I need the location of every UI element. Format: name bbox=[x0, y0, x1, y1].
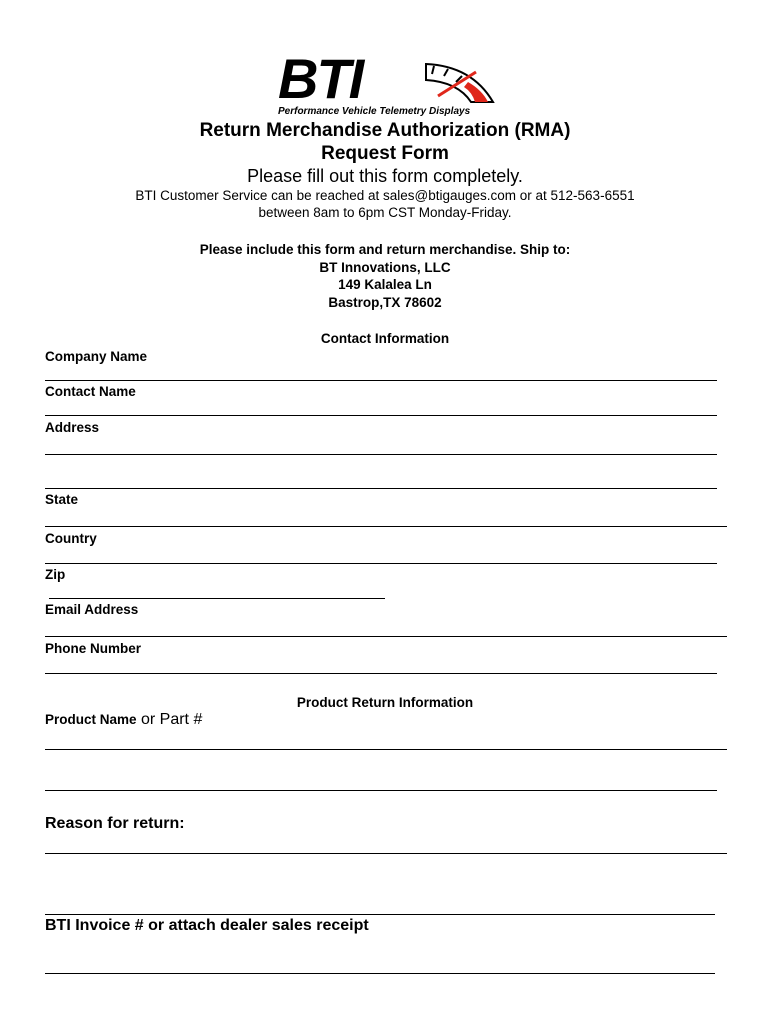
form-subtitle: Please fill out this form completely. bbox=[247, 166, 523, 186]
ship-to-city: Bastrop,TX 78602 bbox=[328, 295, 442, 310]
state-label: State bbox=[45, 492, 79, 507]
product-name-field-line2[interactable] bbox=[45, 790, 717, 791]
contact-name-label: Contact Name bbox=[45, 384, 136, 399]
customer-service-line2: between 8am to 6pm CST Monday-Friday. bbox=[258, 205, 512, 220]
country-label: Country bbox=[45, 531, 97, 546]
shipping-instruction: Please include this form and return merchandise. Ship to: bbox=[199, 242, 571, 257]
product-name-text: Product Name bbox=[45, 712, 137, 727]
contact-section-heading: Contact Information bbox=[320, 331, 450, 346]
reason-field-line2[interactable] bbox=[45, 914, 715, 915]
ship-to-street: 149 Kalalea Ln bbox=[338, 277, 432, 292]
logo-tagline: Performance Vehicle Telemetry Displays bbox=[278, 106, 471, 117]
product-name-field-line1[interactable] bbox=[45, 749, 727, 750]
country-field[interactable] bbox=[45, 563, 717, 564]
address-field-line2[interactable] bbox=[45, 488, 717, 489]
reason-label: Reason for return: bbox=[45, 815, 185, 832]
zip-field[interactable] bbox=[49, 598, 385, 599]
phone-label: Phone Number bbox=[45, 641, 142, 656]
ship-to-company: BT Innovations, LLC bbox=[319, 260, 451, 275]
email-field[interactable] bbox=[45, 636, 727, 637]
logo-brand-text: BTI bbox=[278, 52, 363, 110]
product-section-heading: Product Return Information bbox=[296, 695, 474, 710]
bti-logo bbox=[276, 52, 498, 118]
bti-logo-graphic bbox=[276, 52, 498, 118]
company-name-label: Company Name bbox=[45, 349, 148, 364]
phone-field[interactable] bbox=[45, 673, 717, 674]
part-number-text: or Part # bbox=[140, 711, 203, 728]
invoice-label: BTI Invoice # or attach dealer sales receipt bbox=[45, 917, 369, 934]
company-name-field[interactable] bbox=[45, 380, 717, 381]
address-field-line1[interactable] bbox=[45, 454, 717, 455]
state-field[interactable] bbox=[45, 526, 727, 527]
email-label: Email Address bbox=[45, 602, 139, 617]
zip-label: Zip bbox=[45, 567, 66, 582]
reason-field-line1[interactable] bbox=[45, 853, 727, 854]
product-name-label bbox=[45, 711, 202, 729]
customer-service-line1: BTI Customer Service can be reached at sales@btigauges.com or at 512-563-6551 bbox=[135, 188, 635, 203]
address-label: Address bbox=[45, 420, 100, 435]
invoice-field[interactable] bbox=[45, 973, 715, 974]
form-title-line1: Return Merchandise Authorization (RMA) bbox=[199, 120, 571, 141]
form-title-line2: Request Form bbox=[321, 143, 449, 164]
contact-name-field[interactable] bbox=[45, 415, 717, 416]
